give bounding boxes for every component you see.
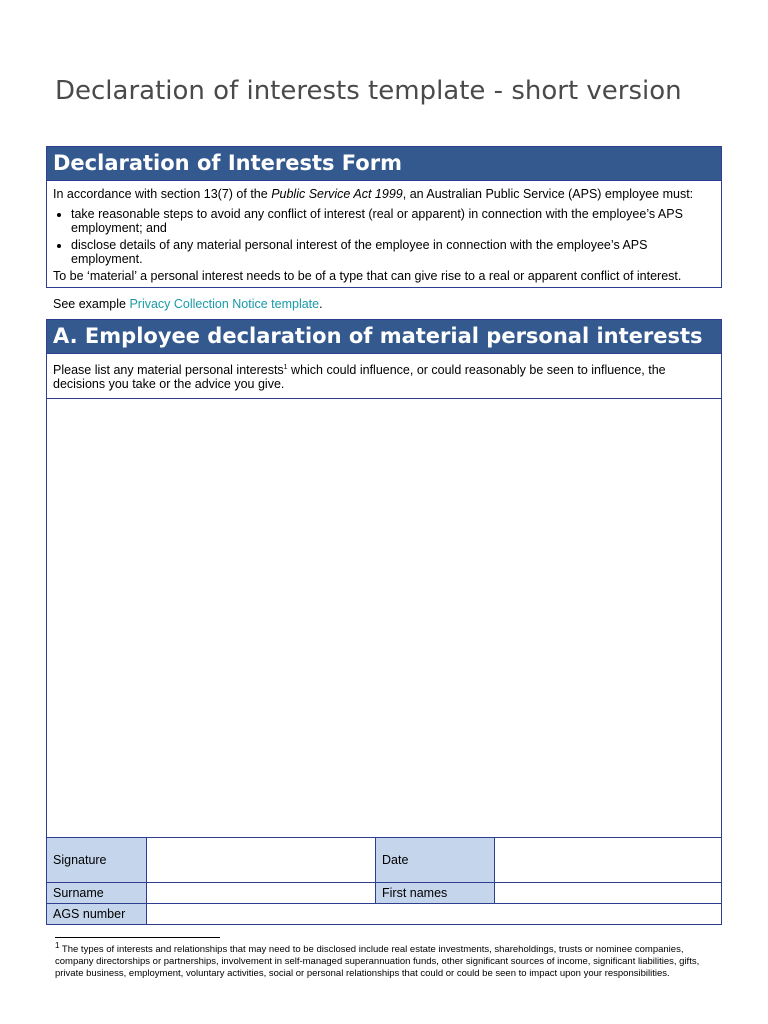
first-names-field[interactable] (495, 882, 722, 903)
surname-field[interactable] (147, 882, 376, 903)
list-item: • disclose details of any material personal interest of the employee in connection with the employee’s APS employment. (71, 238, 715, 266)
interests-textarea[interactable] (47, 399, 721, 838)
signature-field[interactable] (147, 838, 376, 882)
section-a-description (47, 354, 721, 399)
intro-suffix: , an Australian Public Service (APS) employee must: (402, 187, 694, 201)
footnote-number: 1 (55, 941, 60, 950)
see-example-prefix: See example (53, 297, 130, 311)
list-item: • take reasonable steps to avoid any conflict of interest (real or apparent) in connection with the employee’s APS employment; and (71, 207, 715, 235)
desc-after: which could influence, or could reasonably be seen to influence, the decisions you take or the advice you give. (53, 363, 666, 392)
form-heading: Declaration of Interests Form (47, 147, 721, 181)
intro-act: Public Service Act 1999 (271, 187, 403, 201)
intro-prefix: In accordance with section 13(7) of the (53, 187, 272, 201)
section-a-heading: A. Employee declaration of material personal interests (47, 320, 721, 354)
signature-label: Signature (47, 838, 147, 882)
ags-number-label: AGS number (47, 903, 147, 924)
form-intro (47, 181, 721, 287)
obligations-list (53, 207, 715, 266)
declaration-form-box (46, 146, 722, 288)
see-example (53, 297, 323, 311)
date-label: Date (376, 838, 495, 882)
document-title: Declaration of interests template - short version (55, 76, 682, 106)
privacy-notice-link[interactable]: Privacy Collection Notice template (129, 297, 320, 311)
footnote-text: The types of interests and relationships that may need to be disclosed include real estate investments, shareholdings, trusts or nominee companies, company directorships or partnerships, involvement in self-managed superannuation funds, other significant sources of income, significant liabilities, gifts, private business, employment, voluntary activities, social or personal relationships that could or could be seen to impact upon your responsibilities. (55, 944, 700, 980)
date-field[interactable] (495, 838, 722, 882)
desc-before: Please list any material personal interests (53, 363, 284, 378)
intro-sentence (53, 187, 715, 201)
first-names-label: First names (376, 882, 495, 903)
footnote-separator (55, 937, 220, 938)
see-example-suffix: . (319, 297, 323, 311)
ags-number-field[interactable] (147, 903, 722, 924)
footnote-ref[interactable]: 1 (283, 364, 288, 371)
section-a-box (46, 319, 722, 925)
footnote (55, 940, 705, 980)
signature-table (47, 838, 721, 924)
material-definition: To be ‘material’ a personal interest needs to be of a type that can give rise to a real or apparent conflict of interest. (53, 269, 682, 283)
surname-label: Surname (47, 882, 147, 903)
